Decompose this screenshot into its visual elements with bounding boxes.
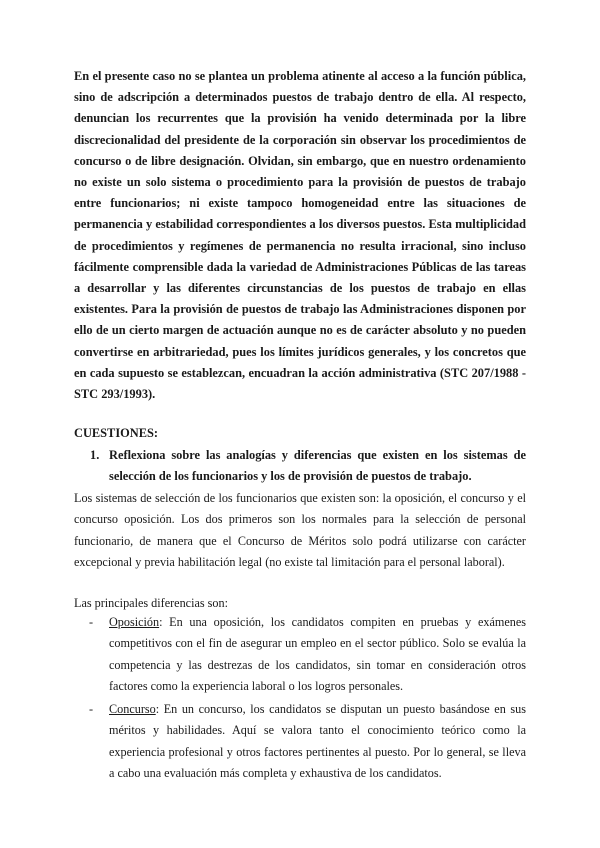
difference-text: : En un concurso, los candidatos se disputan un puesto basándose en sus méritos y habilidades. Aquí se valora tanto el conocimiento teórico como la experiencia profesional y otros factores pertinentes al puesto. Por lo general, se lleva a cabo una evaluación más completa y exhaustiva de los candidatos. <box>109 702 526 781</box>
question-1-text: Reflexiona sobre las analogías y diferencias que existen en los sistemas de selección de los funcionarios y los de provisión de puestos de trabajo. <box>109 448 526 483</box>
difference-item-concurso <box>74 699 526 784</box>
question-1-number: 1. <box>90 448 100 462</box>
differences-list <box>74 612 526 786</box>
differences-intro: Las principales diferencias son: <box>74 596 228 610</box>
question-1 <box>74 445 526 487</box>
list-dash: - <box>89 702 94 717</box>
section-heading-cuestiones: CUESTIONES: <box>74 426 159 440</box>
difference-item-oposicion <box>74 612 526 697</box>
list-dash: - <box>89 615 94 629</box>
difference-term: Concurso <box>109 702 156 717</box>
intro-paragraph: En el presente caso no se plantea un problema atinente al acceso a la función pública, sino de adscripción a determinados puestos de trabajo dentro de ella. Al respecto, denuncian los recurrentes que la provisión ha venido determinada por la libre discrecionalidad del presidente de la corporación sin observar los procedimientos de concurso o de libre designación. Olvidan, sin embargo, que en nuestro ordenamiento no existe un solo sistema o procedimiento para la provisión de puestos de trabajo entre funcionarios; ni existe tampoco homogeneidad entre las situaciones de permanencia y estabilidad correspondientes a los diversos puestos. Esta multiplicidad de procedimientos y regímenes de permanencia no resulta irracional, sino incluso fácilmente comprensible dada la variedad de Administraciones Públicas de las tareas a desarrollar y las diferentes circunstancias de los puestos de trabajo en ellas existentes. Para la provisión de puestos de trabajo las Administraciones disponen por ello de un cierto margen de actuación aunque no es de carácter absoluto y no pueden convertirse en arbitrariedad, pues los límites jurídicos generales, y los concretos que en cada supuesto se establezcan, encuadran la acción administrativa (STC 207/1988 - STC 293/1993). <box>74 69 526 402</box>
answer-paragraph: Los sistemas de selección de los funcionarios que existen son: la oposición, el concurso y el concurso oposición. Los dos primeros son los normales para la selección de personal funcionario, de manera que el Concurso de Méritos solo podrá utilizarse con carácter excepcional y previa habilitación legal (no existe tal limitación para el personal laboral). <box>74 491 526 569</box>
difference-text: : En una oposición, los candidatos compiten en pruebas y exámenes competitivos con el fin de asegurar un empleo en el sector público. Solo se evalúa la competencia y las destrezas de los candidatos, sin tomar en consideración otros factores como la experiencia laboral o los logros personales. <box>109 615 526 693</box>
difference-term: Oposición <box>109 615 160 629</box>
